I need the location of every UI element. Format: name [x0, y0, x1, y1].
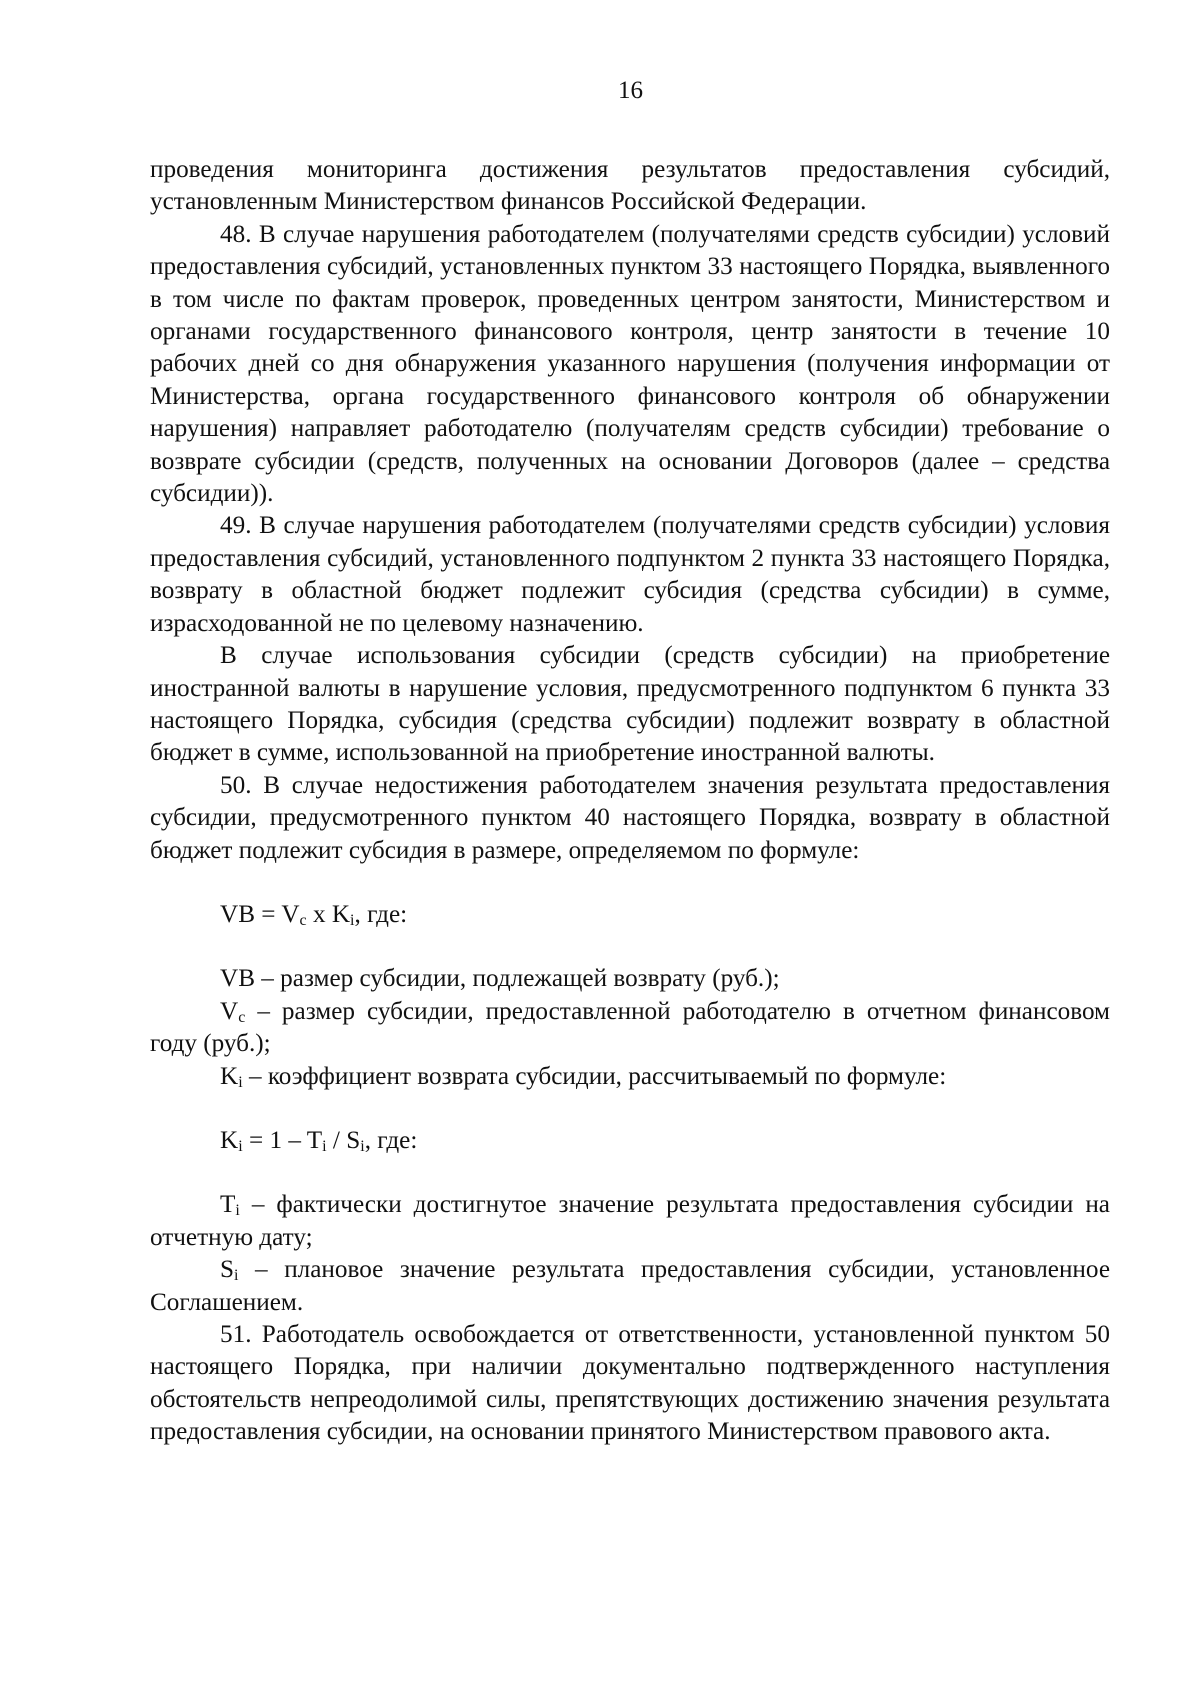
document-body: [150, 154, 1110, 1449]
definition-ti: $T_i$ – фактически достигнутое значение результата предоставления субсидии на отчетную дату;: [150, 1191, 1110, 1251]
page-number: 16: [618, 77, 643, 104]
paragraph-49-foreign-currency: В случае использования субсидии (средств субсидии) на приобретение иностранной валюты в нарушение условия, предусмотренного подпунктом 6 пункта 33 настоящего Порядка, субсидия (средства субсидии) подлежит возврату в областной бюджет в сумме, использованной на приобретение иностранной валюты.: [150, 642, 1110, 767]
definition-vc: $V_c$ – размер субсидии, предоставленной работодателю в отчетном финансовом году (руб.);: [150, 997, 1110, 1058]
paragraph-48: 48. В случае нарушения работодателем (получателями средств субсидии) условий предоставления субсидий, установленных пунктом 33 настоящего Порядка, выявленного в том числе по фактам проверок, проведенных центром занятости, Министерством и органами государственного финансового контроля, центр занятости в течение 10 рабочих дней со дня обнаружения указанного нарушения (получения информации от Министерства, органа государственного финансового контроля об обнаружении нарушения) направляет работодателю (получателям средств субсидии) требование о возврате субсидии (средств, полученных на основании Договоров (далее – средства субсидии)).: [150, 220, 1110, 508]
paragraph-50: 50. В случае недостижения работодателем значения результата предоставления субсидии, предусмотренного пунктом 40 настоящего Порядка, возврату в областной бюджет подлежит субсидия в размере, определяемом по формуле:: [150, 771, 1110, 864]
formula-vb: VB = $V_c$ x $K_i$, где:: [220, 900, 408, 929]
definition-vb: VB – размер субсидии, подлежащей возврату (руб.);: [220, 965, 780, 993]
definition-si: $S_i$ – плановое значение результата предоставления субсидии, установленное Соглашением.: [150, 1256, 1110, 1316]
paragraph-continuation: проведения мониторинга достижения результатов предоставления субсидий, установленным Министерством финансов Российской Федерации.: [150, 156, 1110, 216]
formula-ki: $K_i = 1 - T_i / S_i$, где:: [220, 1126, 418, 1155]
definition-ki: $K_i$ – коэффициент возврата субсидии, рассчитываемый по формуле:: [220, 1062, 947, 1091]
paragraph-49: 49. В случае нарушения работодателем (получателями средств субсидии) условия предоставления субсидий, установленного подпунктом 2 пункта 33 настоящего Порядка, возврату в областной бюджет подлежит субсидия (средства субсидии) в сумме, израсходованной не по целевому назначению.: [150, 512, 1110, 637]
paragraph-51: 51. Работодатель освобождается от ответственности, установленной пунктом 50 настоящего Порядка, при наличии документально подтвержденного наступления обстоятельств непреодолимой силы, препятствующих достижению значения результата предоставления субсидии, на основании принятого Министерством правового акта.: [150, 1321, 1110, 1446]
